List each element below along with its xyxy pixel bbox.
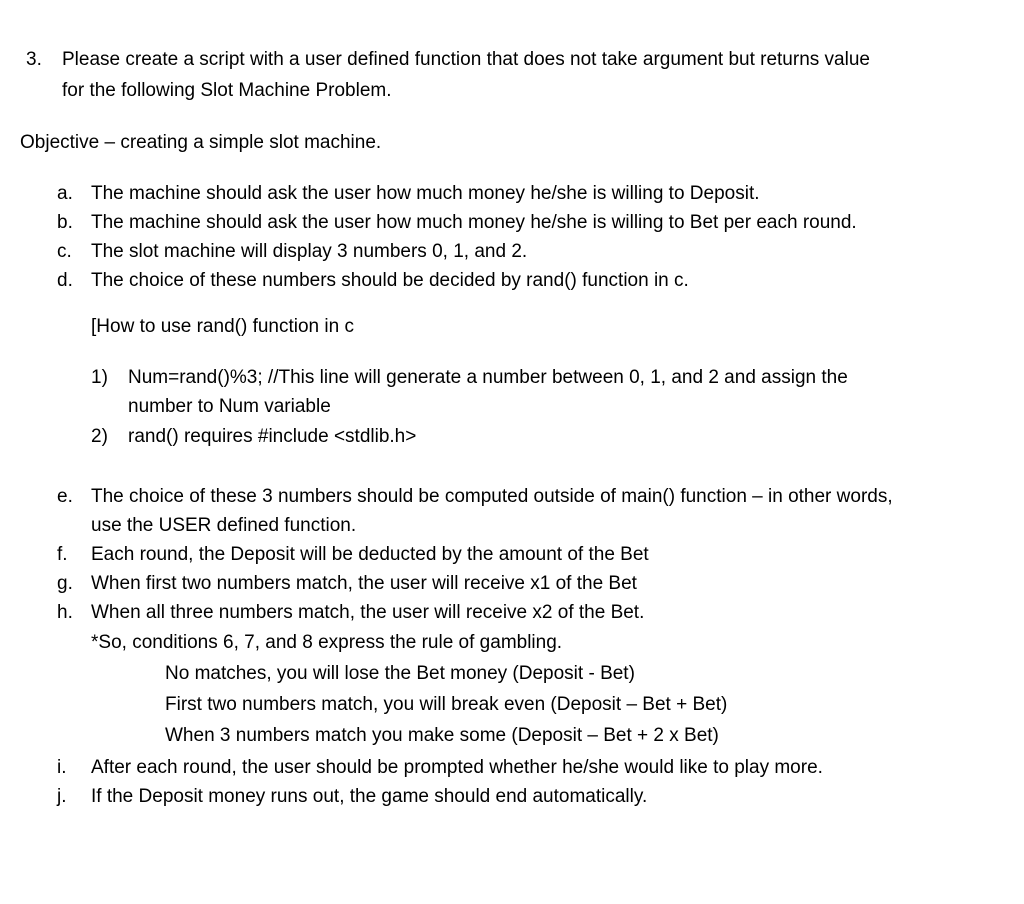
rule-no-match: No matches, you will lose the Bet money (Deposit - Bet)	[165, 663, 635, 684]
item-d-text: The choice of these numbers should be decided by rand() function in c.	[91, 270, 689, 291]
howto-step-1-line-2: number to Num variable	[128, 396, 331, 417]
item-f-marker: f.	[57, 544, 68, 565]
rule-two-match: First two numbers match, you will break even (Deposit – Bet + Bet)	[165, 694, 728, 715]
objective-heading: Objective – creating a simple slot machine.	[20, 132, 382, 153]
item-h-marker: h.	[57, 602, 73, 623]
item-e-line-1: The choice of these 3 numbers should be computed outside of main() function – in other words,	[91, 486, 893, 507]
item-c-marker: c.	[57, 241, 72, 262]
item-b-marker: b.	[57, 212, 73, 233]
item-c-text: The slot machine will display 3 numbers 0, 1, and 2.	[91, 241, 528, 262]
question-line-2: for the following Slot Machine Problem.	[62, 80, 392, 101]
item-g-marker: g.	[57, 573, 73, 594]
item-b-text: The machine should ask the user how much money he/she is willing to Bet per each round.	[91, 212, 857, 233]
question-number: 3.	[26, 49, 42, 70]
item-j-marker: j.	[57, 786, 67, 807]
item-h-text: When all three numbers match, the user will receive x2 of the Bet.	[91, 602, 645, 623]
gambling-rule-note: *So, conditions 6, 7, and 8 express the rule of gambling.	[91, 632, 563, 653]
item-i-text: After each round, the user should be prompted whether he/she would like to play more.	[91, 757, 823, 778]
item-g-text: When first two numbers match, the user will receive x1 of the Bet	[91, 573, 637, 594]
howto-step-1-line-1: Num=rand()%3; //This line will generate a number between 0, 1, and 2 and assign the	[128, 367, 848, 388]
howto-step-2-line-1: rand() requires #include <stdlib.h>	[128, 426, 417, 447]
question-line-1: Please create a script with a user defined function that does not take argument but returns value	[62, 49, 870, 70]
item-j-text: If the Deposit money runs out, the game should end automatically.	[91, 786, 648, 807]
howto-step-1-marker: 1)	[91, 367, 108, 388]
howto-heading: [How to use rand() function in c	[91, 316, 354, 337]
item-a-marker: a.	[57, 183, 73, 204]
item-i-marker: i.	[57, 757, 67, 778]
item-e-line-2: use the USER defined function.	[91, 515, 357, 536]
item-d-marker: d.	[57, 270, 73, 291]
item-f-text: Each round, the Deposit will be deducted by the amount of the Bet	[91, 544, 649, 565]
howto-step-2-marker: 2)	[91, 426, 108, 447]
item-e-marker: e.	[57, 486, 73, 507]
item-a-text: The machine should ask the user how much money he/she is willing to Deposit.	[91, 183, 760, 204]
rule-three-match: When 3 numbers match you make some (Deposit – Bet + 2 x Bet)	[165, 725, 719, 746]
